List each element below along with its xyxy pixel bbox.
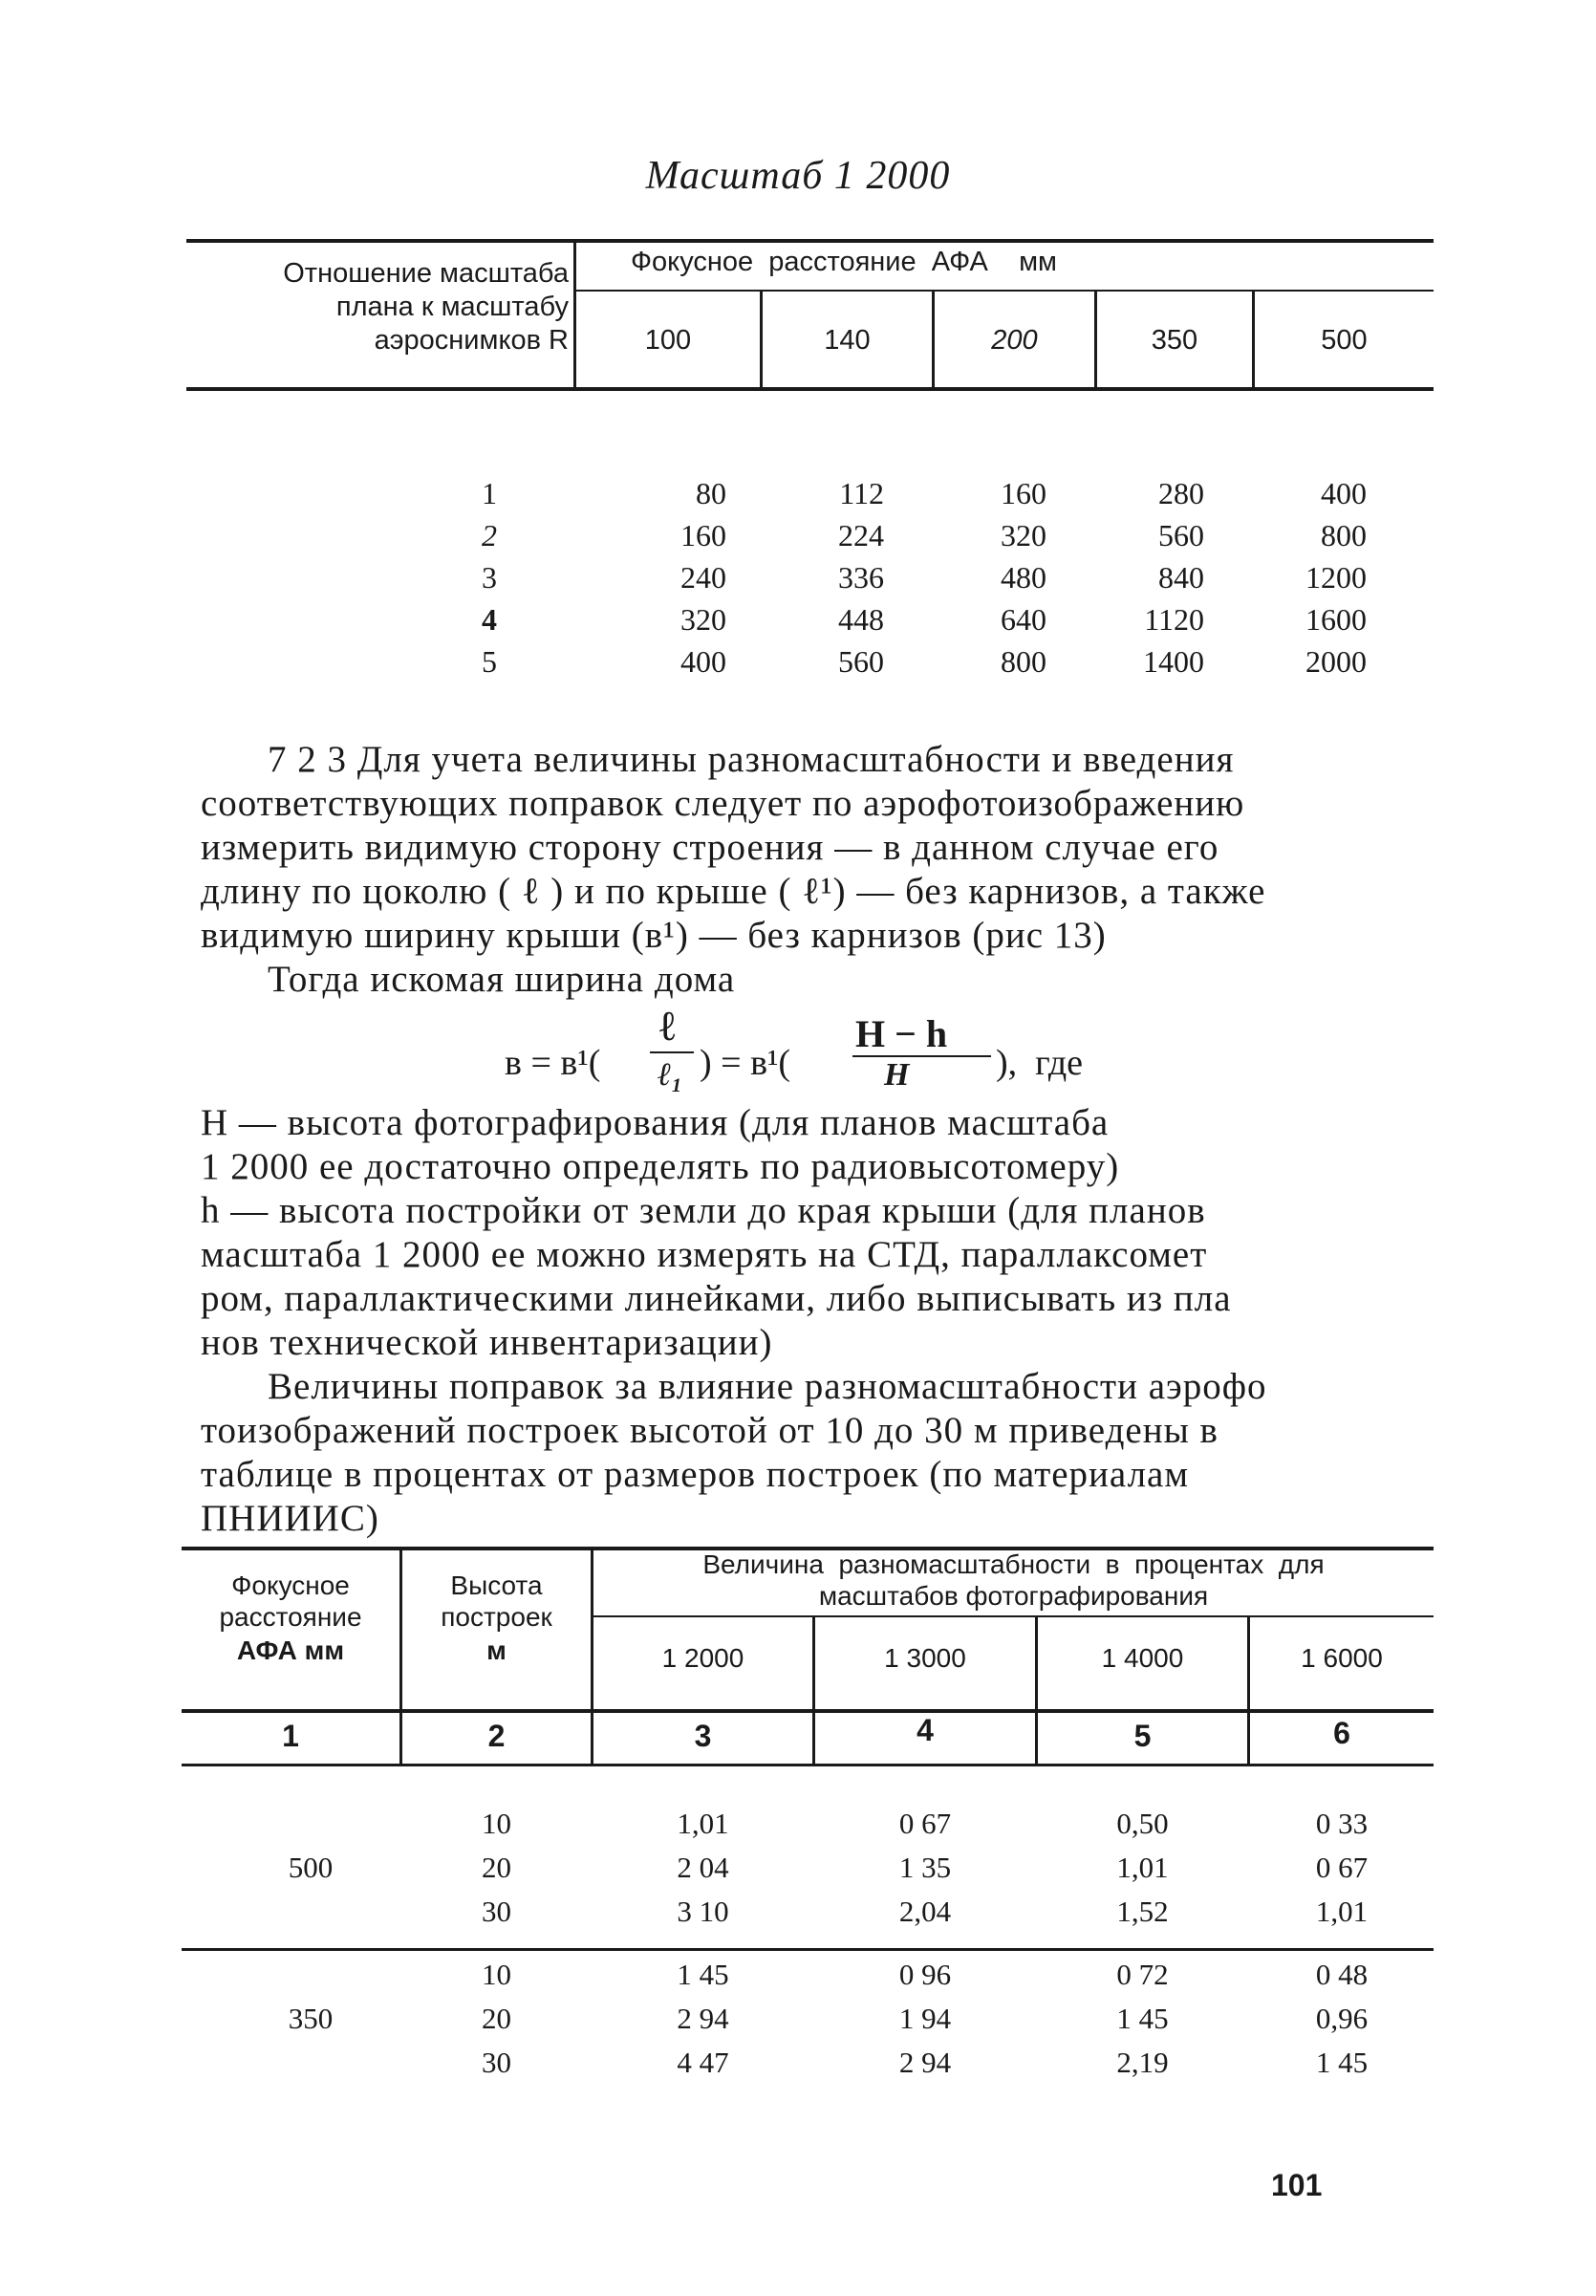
def-H-line: 1 2000 ее достаточно определять по радиовысотомеру) — [201, 1146, 1120, 1187]
table2-cell: 1,01 — [1315, 1895, 1369, 1928]
def-H-line: H — высота фотографирования (для планов масштаба — [201, 1102, 1110, 1143]
table1-col-header: 200 — [991, 325, 1038, 356]
table2-scale: 1 4000 — [1101, 1643, 1184, 1673]
table2-cell: 1 94 — [898, 2002, 952, 2035]
table1-cell: 1200 — [1305, 560, 1367, 595]
table2-height: 10 — [482, 1958, 511, 1991]
table2-h-group: масштабов фотографирования — [818, 1581, 1209, 1611]
formula-lhs: в = в¹( — [505, 1043, 601, 1083]
table2-h-height: Высота — [450, 1570, 543, 1600]
table1-cell: 320 — [680, 602, 726, 637]
table1-cell: 800 — [1001, 644, 1046, 679]
table2-h-focal: расстояние — [219, 1602, 362, 1632]
table2-scale: 1 3000 — [884, 1643, 966, 1673]
para1-line: измерить видимую сторону строения — в данном случае его — [201, 827, 1219, 868]
table2-height: 10 — [482, 1807, 511, 1840]
table1-cell: 560 — [838, 644, 884, 679]
table1-col-header: 140 — [824, 325, 871, 356]
table1-cell: 2000 — [1305, 644, 1367, 679]
formula-frac2-den: H — [884, 1057, 910, 1093]
table2-height: 20 — [482, 1851, 511, 1884]
table1-cell: 160 — [1001, 476, 1046, 510]
table1-cell: 240 — [680, 560, 726, 595]
table2-cell: 2 04 — [677, 1851, 729, 1884]
table2-cell: 3 10 — [677, 1895, 729, 1928]
table2-h-focal: Фокусное — [231, 1570, 350, 1600]
formula-frac1-den: ℓ₁ — [658, 1057, 683, 1093]
para2-line: тоизображений построек высотой от 10 до 30 м приведены в — [201, 1410, 1219, 1451]
table2-h-focal: АФА мм — [236, 1635, 345, 1665]
table2-cell: 0,96 — [1315, 2002, 1369, 2035]
def-h-line: нов технической инвентаризации) — [201, 1322, 773, 1363]
table2-col-number: 1 — [282, 1719, 299, 1753]
table2-h-height: построек — [441, 1602, 552, 1632]
table1-cell: 80 — [696, 476, 726, 510]
table1-r: 1 — [482, 476, 497, 510]
table2-cell: 1 35 — [898, 1851, 952, 1884]
table2-h-group: Величина разномасштабности в процентах для — [702, 1549, 1325, 1579]
table2-cell: 2 94 — [898, 2046, 952, 2079]
table2-col-number: 4 — [917, 1713, 934, 1747]
def-h-line: ром, параллактическими линейками, либо выписывать из пла — [201, 1278, 1232, 1319]
table2-cell: 0 72 — [1116, 1958, 1169, 1991]
table1-cell: 400 — [1321, 476, 1367, 510]
table1-cell: 1400 — [1143, 644, 1204, 679]
table2-cell: 2,04 — [898, 1895, 952, 1928]
table1-row-header-line3: аэроснимков R — [374, 325, 569, 356]
table1-cell: 800 — [1321, 518, 1367, 552]
table2-cell: 0 33 — [1315, 1807, 1369, 1840]
table2-cell: 0 48 — [1315, 1958, 1369, 1991]
then-line: Тогда искомая ширина дома — [268, 959, 736, 1000]
table2-scale: 1 2000 — [661, 1643, 744, 1673]
table1-r: 5 — [482, 644, 497, 679]
table1-cell: 480 — [1001, 560, 1046, 595]
para2-line: таблице в процентах от размеров построек (по материалам — [201, 1454, 1190, 1495]
table2-cell: 0 96 — [898, 1958, 952, 1991]
table2-cell: 0,50 — [1116, 1807, 1169, 1840]
scale-title: Масштаб 1 2000 — [645, 154, 951, 198]
table2-cell: 2,19 — [1116, 2046, 1169, 2079]
table1-r: 2 — [482, 518, 497, 552]
table2-scale: 1 6000 — [1301, 1643, 1383, 1673]
para2-line: Величины поправок за влияние разномасштабности аэрофо — [268, 1366, 1267, 1407]
table1-cell: 336 — [838, 560, 884, 595]
table1-row-header-line1: Отношение масштаба — [283, 258, 569, 289]
table1-cell: 280 — [1158, 476, 1204, 510]
table1-cell: 640 — [1001, 602, 1046, 637]
table2-focal: 350 — [288, 2002, 334, 2035]
table2-col-number: 5 — [1133, 1719, 1152, 1753]
table1-cell: 112 — [839, 476, 884, 510]
def-h-line: масштаба 1 2000 ее можно измерять на СТД, параллаксомет — [201, 1234, 1208, 1275]
table2-cell: 1,52 — [1116, 1895, 1169, 1928]
page-number: 101 — [1271, 2168, 1323, 2202]
table2-height: 30 — [482, 1895, 511, 1928]
def-h-line: h — высота постройки от земли до края крыши (для планов — [201, 1190, 1206, 1231]
table2-height: 20 — [482, 2002, 511, 2035]
table1-col-header: 350 — [1151, 325, 1198, 356]
para1-line: длину по цоколю ( ℓ ) и по крыше ( ℓ¹) — без карнизов, а также — [201, 871, 1266, 912]
table2-cell: 0 67 — [1315, 1851, 1369, 1884]
table1-col-header: 500 — [1321, 325, 1368, 356]
table2-cell: 1 45 — [677, 1958, 729, 1991]
table1-row-header-line2: плана к масштабу — [335, 292, 569, 322]
table2-cell: 1,01 — [677, 1807, 729, 1840]
table1-cell: 560 — [1158, 518, 1204, 552]
table1-r: 4 — [482, 602, 497, 637]
table2-cell: 4 47 — [677, 2046, 729, 2079]
formula-end: ), где — [996, 1043, 1084, 1083]
table2-col-number: 2 — [487, 1719, 506, 1753]
para1-line: соответствующих поправок следует по аэрофотоизображению — [201, 783, 1245, 824]
formula-frac1-num: ℓ — [659, 1003, 676, 1050]
table1-cell: 224 — [838, 518, 884, 552]
table2-cell: 1,01 — [1116, 1851, 1169, 1884]
table2-focal: 500 — [288, 1851, 334, 1884]
table2-col-number: 3 — [694, 1719, 712, 1753]
table1-cell: 400 — [680, 644, 726, 679]
table2-col-number: 6 — [1333, 1716, 1350, 1750]
formula-frac2-num: H − h — [855, 1012, 948, 1055]
table1-cell: 840 — [1158, 560, 1204, 595]
table1-r: 3 — [482, 560, 497, 595]
table1-cell: 448 — [838, 602, 884, 637]
table1-group-header: Фокусное расстояние АФА мм — [631, 247, 1057, 277]
table1-cell: 160 — [680, 518, 726, 552]
table1-col-header: 100 — [644, 325, 692, 356]
table2-cell: 1 45 — [1116, 2002, 1169, 2035]
formula-mid: ) = в¹( — [700, 1043, 791, 1083]
table2-cell: 0 67 — [898, 1807, 952, 1840]
table2-height: 30 — [482, 2046, 511, 2079]
table1-cell: 320 — [1001, 518, 1046, 552]
table2-cell: 1 45 — [1315, 2046, 1369, 2079]
para1-line: 7 2 3 Для учета величины разномасштабности и введения — [268, 739, 1235, 780]
para1-line: видимую ширину крыши (в¹) — без карнизов (рис 13) — [201, 915, 1107, 956]
table2-h-height: м — [486, 1635, 507, 1665]
table1-cell: 1120 — [1144, 602, 1204, 637]
para2-line: ПНИИИС) — [201, 1498, 379, 1539]
table1-cell: 1600 — [1305, 602, 1367, 637]
table2-cell: 2 94 — [677, 2002, 729, 2035]
